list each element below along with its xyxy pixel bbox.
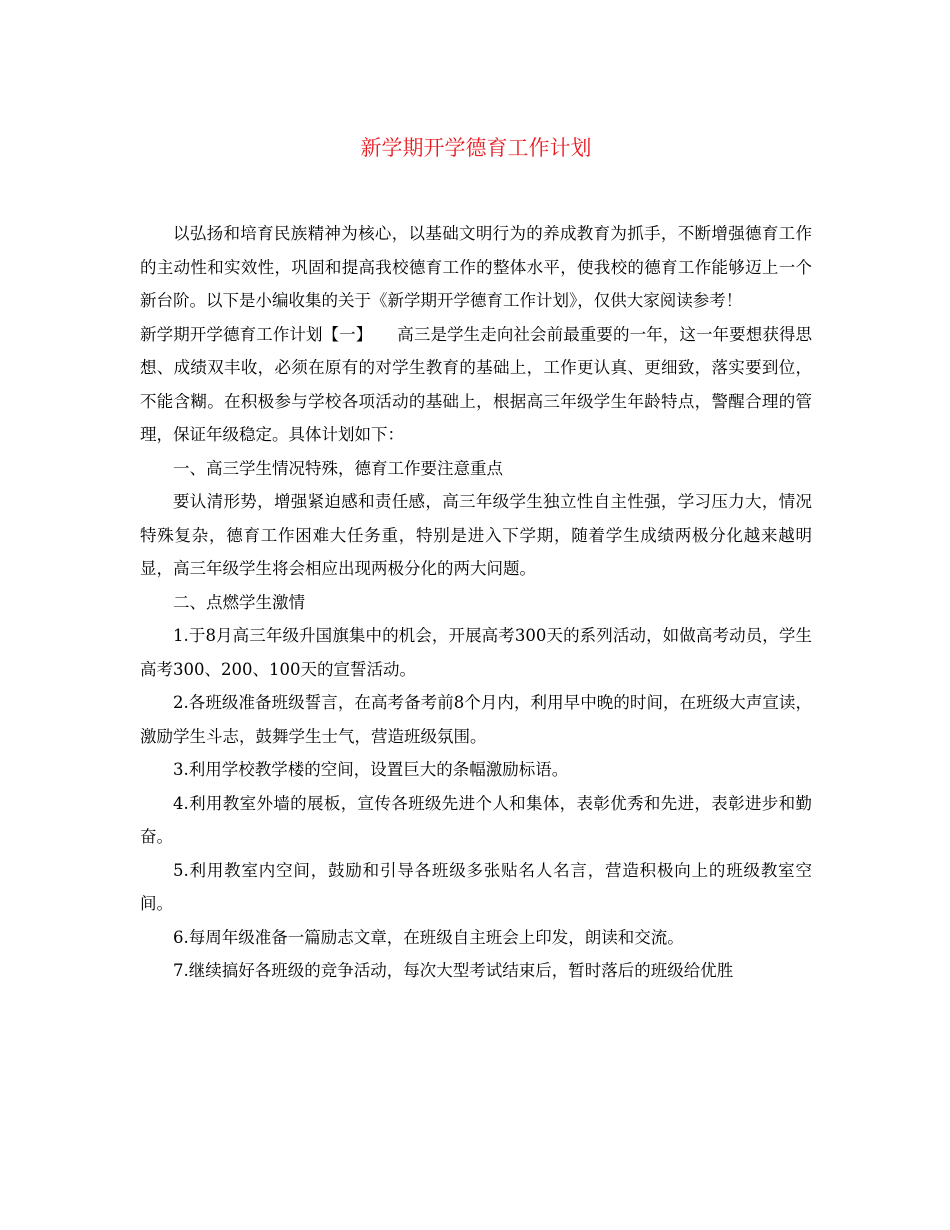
document-body — [140, 217, 812, 988]
paragraph-situation: 要认清形势，增强紧迫感和责任感，高三年级学生独立性自主性强，学习压力大，情况特殊复杂，德育工作困难大任务重，特别是进入下学期，随着学生成绩两极分化越来越明显，高三年级学生将会相应出现两极分化的两大问题。 — [140, 492, 812, 578]
list-item-5: 5.利用教室内空间，鼓励和引导各班级多张贴名人名言，营造积极向上的班级教室空间。 — [140, 860, 812, 913]
document-title: 新学期开学德育工作计划 — [360, 136, 592, 160]
list-item-4: 4.利用教室外墙的展板，宣传各班级先进个人和集体，表彰优秀和先进，表彰进步和勤奋。 — [140, 793, 812, 846]
paragraph-intro: 以弘扬和培育民族精神为核心，以基础文明行为的养成教育为抓手，不断增强德育工作的主动性和实效性，巩固和提高我校德育工作的整体水平，使我校的德育工作能够迈上一个新台阶。以下是小编收集的关于《新学期开学德育工作计划》，仅供大家阅读参考！ — [140, 224, 812, 310]
list-item-1: 1.于8月高三年级升国旗集中的机会，开展高考300天的系列活动，如做高考动员，学生高考300、200、100天的宣誓活动。 — [140, 626, 812, 679]
section-heading-1: 一、高三学生情况特殊，德育工作要注意重点 — [173, 458, 503, 478]
list-item-6: 6.每周年级准备一篇励志文章，在班级自主班会上印发，朗读和交流。 — [173, 927, 684, 947]
paragraph-plan-one: 新学期开学德育工作计划【一】 高三是学生走向社会前最重要的一年，这一年要想获得思想、成绩双丰收，必须在原有的对学生教育的基础上，工作更认真、更细致，落实要到位，不能含糊。在积极参与学校各项活动的基础上，根据高三年级学生年龄特点，警醒合理的管理，保证年级稳定。具体计划如下： — [140, 324, 812, 444]
list-item-3: 3.利用学校教学楼的空间，设置巨大的条幅激励标语。 — [173, 760, 569, 779]
section-heading-2: 二、点燃学生激情 — [173, 592, 305, 612]
list-item-2: 2.各班级准备班级誓言，在高考备考前8个月内，利用早中晚的时间，在班级大声宣读，激励学生斗志，鼓舞学生士气，营造班级氛围。 — [140, 693, 812, 746]
list-item-7: 7.继续搞好各班级的竞争活动，每次大型考试结束后，暂时落后的班级给优胜 — [173, 961, 734, 980]
